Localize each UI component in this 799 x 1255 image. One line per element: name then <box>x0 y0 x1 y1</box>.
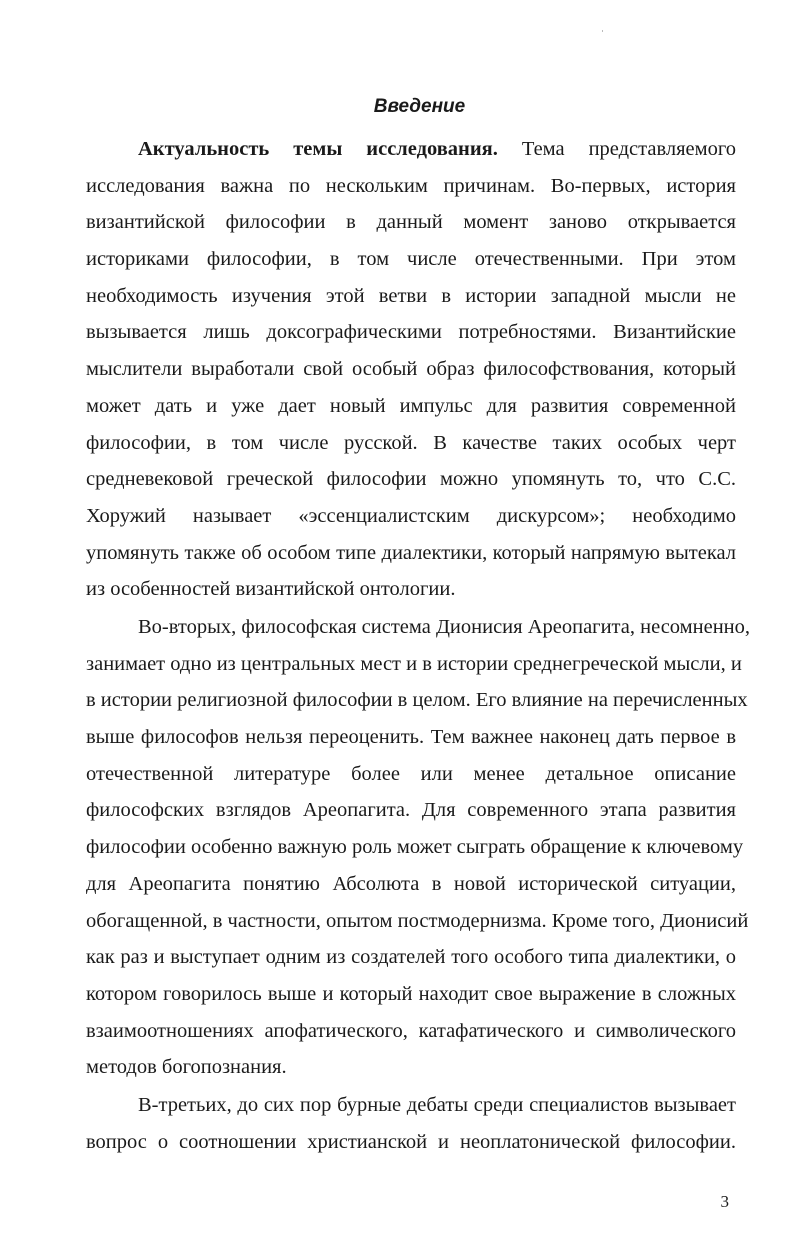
paragraph-2 <box>86 609 751 1086</box>
paragraph-line: средневековой греческой философии можно упомянуть то, что С.С. <box>86 468 736 491</box>
paragraph-line: методов богопознания. <box>86 1056 287 1079</box>
paragraph-line: философских взглядов Ареопагита. Для современного этапа развития <box>86 799 736 822</box>
paragraph-line: упомянуть также об особом типе диалектики, который напрямую вытекал <box>86 541 736 564</box>
paragraph-line: философии особенно важную роль может сыграть обращение к ключевому <box>86 836 744 859</box>
paragraph-line: для Ареопагита понятию Абсолюта в новой исторической ситуации, <box>86 872 736 895</box>
paragraph-line: Актуальность темы исследования. Тема представляемого <box>138 138 736 160</box>
paragraph-line: занимает одно из центральных мест и в истории среднегреческой мысли, и <box>86 652 742 675</box>
section-heading: Введение <box>373 96 466 117</box>
paragraph-line: мыслители выработали свой особый образ философствования, который <box>86 358 736 381</box>
paragraph-line: В-третьих, до сих пор бурные дебаты среди специалистов вызывает <box>138 1094 736 1116</box>
paragraph-line: котором говорилось выше и который находит свое выражение в сложных <box>86 982 736 1005</box>
paragraph-line: обогащенной, в частности, опытом постмодернизма. Кроме того, Дионисий <box>86 909 749 932</box>
paragraph-line: может дать и уже дает новый импульс для развития современной <box>86 394 736 417</box>
paragraph-line: вызывается лишь доксографическими потребностями. Византийские <box>86 321 736 344</box>
lead-bold-text: Актуальность темы исследования. <box>138 138 498 160</box>
paragraph-1 <box>86 131 736 608</box>
page-number: 3 <box>720 1192 729 1211</box>
scan-speck <box>602 30 603 32</box>
paragraph-3 <box>86 1087 736 1160</box>
paragraph-line: философии, в том числе русской. В качестве таких особых черт <box>86 431 736 454</box>
paragraph-line: выше философов нельзя переоценить. Тем важнее наконец дать первое в <box>86 726 736 749</box>
paragraph-line: взаимоотношениях апофатического, катафатического и символического <box>86 1019 736 1042</box>
paragraph-line: отечественной литературе более или менее детальное описание <box>86 762 736 785</box>
paragraph-line: исследования важна по нескольким причинам. Во-первых, история <box>86 174 736 197</box>
paragraph-line: из особенностей византийской онтологии. <box>86 578 456 601</box>
paragraph-line: византийской философии в данный момент заново открывается <box>86 211 736 234</box>
paragraph-line: Во-вторых, философская система Дионисия Ареопагита, несомненно, <box>138 616 751 638</box>
paragraph-line: как раз и выступает одним из создателей того особого типа диалектики, о <box>86 946 736 969</box>
paragraph-line: в истории религиозной философии в целом. Его влияние на перечисленных <box>86 689 748 712</box>
paragraph-line: необходимость изучения этой ветви в истории западной мысли не <box>86 284 736 307</box>
paragraph-line: Хоружий называет «эссенциалистским дискурсом»; необходимо <box>86 504 736 527</box>
paragraph-line: историками философии, в том числе отечественными. При этом <box>86 248 736 271</box>
paragraph-line: вопрос о соотношении христианской и неоплатонической философии. <box>86 1130 736 1153</box>
